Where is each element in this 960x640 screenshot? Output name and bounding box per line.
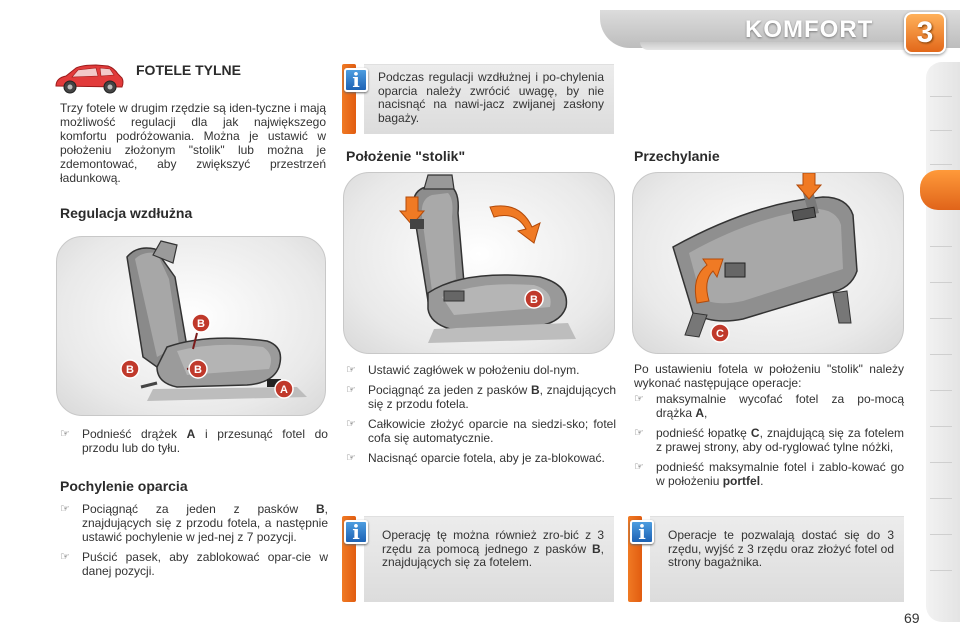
marker-b-label: B	[530, 294, 538, 306]
info-text: Operacje te pozwalają dostać się do 3 rzędu, wyjść z 3 rzędu oraz złożyć fotel od strony bagażnika.	[650, 516, 904, 602]
tab-divider	[930, 570, 952, 571]
marker-a-lever	[273, 378, 295, 400]
list-item: ☞ Puścić pasek, aby zablokować opar-cie w danej pozycji.	[60, 550, 328, 578]
car-icon	[52, 62, 126, 96]
marker-b-seat	[187, 358, 209, 380]
tab-divider	[930, 354, 952, 355]
tab-divider	[930, 534, 952, 535]
section-title-longitudinal: Regulacja wzdłużna	[60, 205, 193, 221]
section-title-tilting: Przechylanie	[634, 148, 720, 164]
info-text: Podczas regulacji wzdłużnej i po-chylenia oparcia należy zwrócić uwagę, by nie nacisnąć na nawi-jacz zwijanej zasłony bagaży.	[364, 64, 614, 134]
intro-paragraph: Trzy fotele w drugim rzędzie są iden-tyczne i mają możliwość regulacji dla jak największego komfortu podróżowania. Można je ustawić w położeniu złożonym "stolik" lub można je zdemontować, aby zwiększyć przestrzeń ładunkową.	[60, 101, 326, 185]
list-item: ☞ Nacisnąć oparcie fotela, aby je za-blokować.	[346, 451, 605, 465]
info-box-third-row	[342, 516, 614, 602]
section-title-rear-seats: FOTELE TYLNE	[136, 62, 241, 78]
list-item: ☞ Ustawić zagłówek w położeniu dol-nym.	[346, 363, 580, 377]
tab-divider	[930, 498, 952, 499]
tab-divider	[930, 282, 952, 283]
tab-divider	[930, 462, 952, 463]
tilting-intro: Po ustawieniu fotela w położeniu "stolik" należy wykonać następujące operacje:	[634, 362, 904, 390]
bullet-icon: ☞	[634, 393, 644, 405]
list-table-position	[346, 363, 616, 471]
tab-divider	[930, 246, 952, 247]
list-item: ☞ Pociągnąć za jeden z pasków B, znajdujących się z przodu fotela, a następnie ustawić pochylenie w jed-nej z 7 pozycji.	[60, 502, 328, 544]
bullet-icon: ☞	[60, 503, 70, 515]
marker-b-backrest	[190, 312, 212, 334]
chapter-title: KOMFORT	[745, 16, 874, 43]
marker-b-label: B	[194, 364, 202, 376]
marker-a-label: A	[280, 384, 288, 396]
illustration-table-position	[343, 172, 615, 354]
page-number: 69	[904, 610, 920, 626]
info-icon: i	[344, 68, 368, 92]
tab-divider	[930, 164, 952, 165]
marker-b-table	[523, 288, 545, 310]
info-icon: i	[630, 520, 654, 544]
chapter-number-badge: 3	[904, 12, 946, 54]
tab-divider	[930, 96, 952, 97]
section-title-table-position: Położenie "stolik"	[346, 148, 466, 164]
chapter-tab-active[interactable]	[920, 170, 960, 210]
list-tilting	[634, 392, 904, 494]
section-title-backrest-tilt: Pochylenie oparcia	[60, 478, 188, 494]
list-item: ☞ maksymalnie wycofać fotel za po-mocą drążka A,	[634, 392, 904, 420]
bullet-icon: ☞	[346, 418, 356, 430]
bullet-icon: ☞	[346, 364, 356, 376]
info-icon: i	[344, 520, 368, 544]
marker-b-label: B	[126, 364, 134, 376]
tab-divider	[930, 426, 952, 427]
bullet-icon: ☞	[60, 428, 70, 440]
bullet-icon: ☞	[634, 461, 644, 473]
info-box-warning	[342, 64, 614, 134]
list-backrest-tilt	[60, 502, 328, 584]
list-item: ☞ Podnieść drążek A i przesunąć fotel do przodu lub do tyłu.	[60, 427, 328, 455]
list-item: ☞ podnieść łopatkę C, znajdującą się za fotelem z prawej strony, aby od-ryglować tylne nóżki,	[634, 426, 904, 454]
tab-divider	[930, 318, 952, 319]
info-text: Operację tę można również zro-bić z 3 rzędu za pomocą jednego z pasków B, znajdujących się za fotelem.	[364, 516, 614, 602]
list-item: ☞ Całkowicie złożyć oparcie na siedzi-sko; fotel cofa się automatycznie.	[346, 417, 616, 445]
list-item: ☞ podnieść maksymalnie fotel i zablo-kować go w położeniu portfel.	[634, 460, 904, 488]
bullet-icon: ☞	[346, 452, 356, 464]
info-box-access	[628, 516, 904, 602]
bullet-icon: ☞	[346, 384, 356, 396]
illustration-tilting	[632, 172, 904, 354]
marker-c-paddle	[709, 322, 731, 344]
bullet-icon: ☞	[634, 427, 644, 439]
marker-b-left	[119, 358, 141, 380]
list-longitudinal	[60, 427, 328, 461]
chapter-tab-rail	[926, 62, 960, 622]
marker-b-label: B	[197, 318, 205, 330]
list-item: ☞ Pociągnąć za jeden z pasków B, znajdujących się z przodu fotela.	[346, 383, 616, 411]
bullet-icon: ☞	[60, 551, 70, 563]
tab-divider	[930, 390, 952, 391]
tab-divider	[930, 130, 952, 131]
marker-c-label: C	[716, 328, 724, 340]
